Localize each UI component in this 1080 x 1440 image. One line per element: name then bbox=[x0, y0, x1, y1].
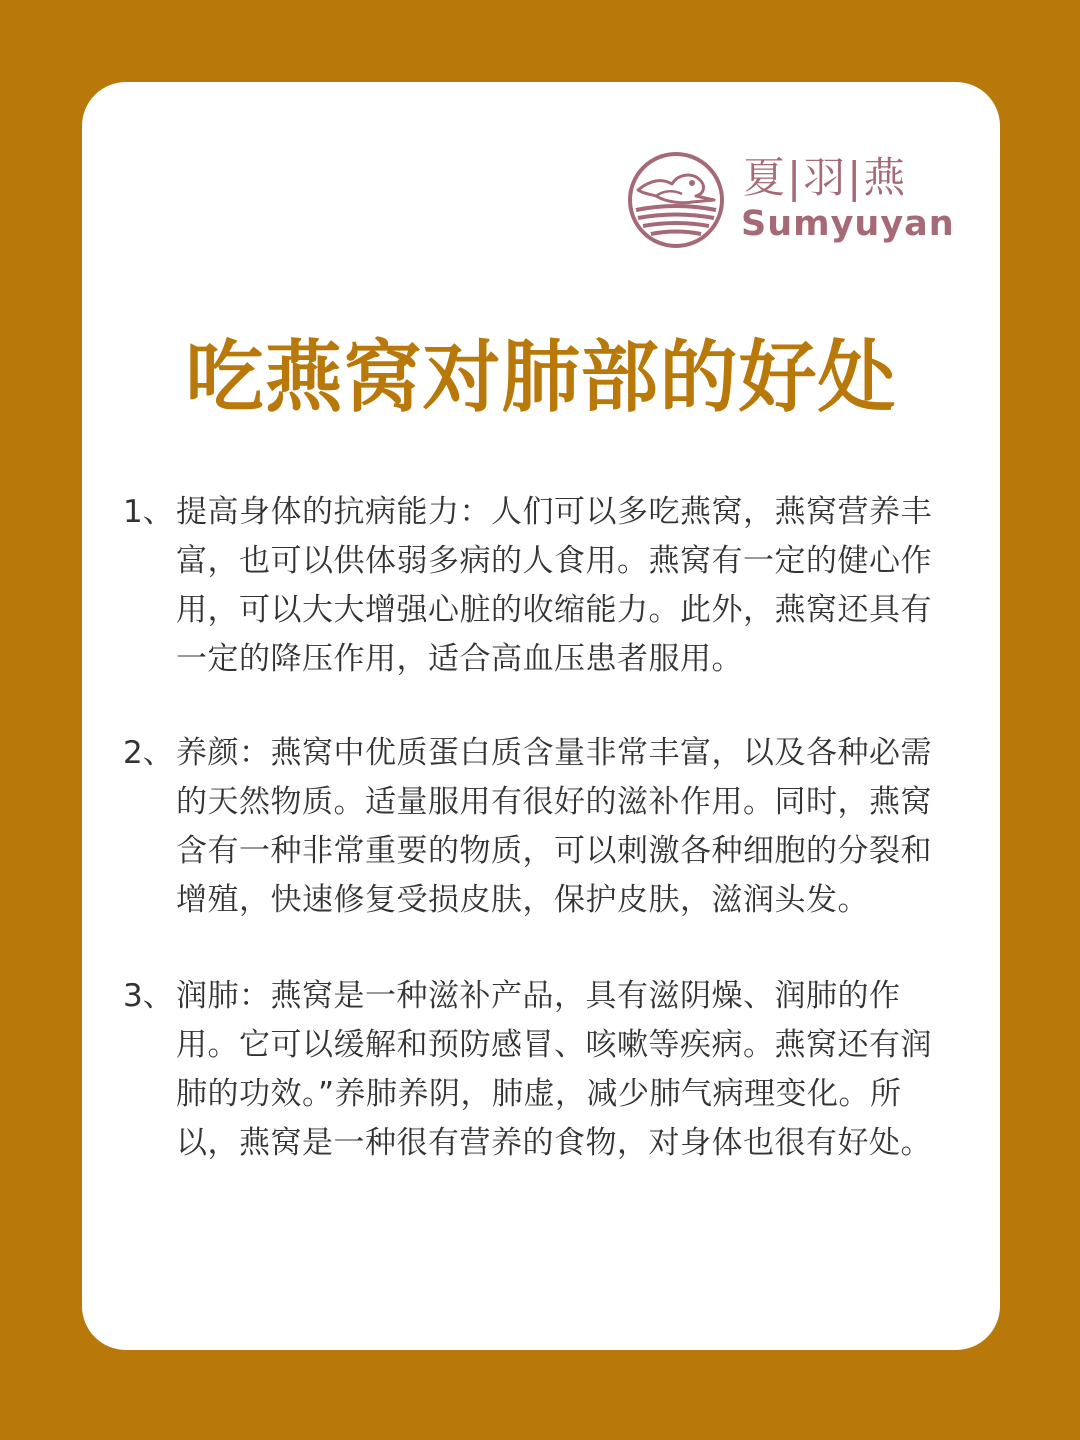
benefit-number: 2、 bbox=[123, 735, 174, 771]
brand-header bbox=[626, 150, 955, 250]
benefit-text: 润肺：燕窝是一种滋补产品，具有滋阴燥、润肺的作用。它可以缓解和预防感冒、咳嗽等疾病。燕窝还有润肺的功效。”养肺养阴，肺虚，减少肺气病理变化。所以，燕窝是一种很有营养的食物，对身体也很有好处。 bbox=[176, 978, 932, 1161]
brand-name: 夏|羽|燕 bbox=[743, 153, 908, 202]
benefit-number: 3、 bbox=[123, 978, 174, 1014]
page-title: 吃燕窝对肺部的好处 bbox=[185, 333, 897, 423]
content-card bbox=[82, 82, 1000, 1350]
benefit-number: 1、 bbox=[123, 494, 174, 530]
benefit-item-2 bbox=[123, 729, 953, 925]
benefit-text: 提高身体的抗病能力：人们可以多吃燕窝，燕窝营养丰富，也可以供体弱多病的人食用。燕窝有一定的健心作用，可以大大增强心脏的收缩能力。此外，燕窝还具有一定的降压作用，适合高血压患者服用。 bbox=[176, 494, 932, 677]
benefit-item-1 bbox=[123, 488, 953, 684]
brand-latin-name: Sumyuyan bbox=[741, 204, 955, 244]
swallow-in-circle-logo-icon bbox=[626, 150, 726, 250]
benefit-text: 养颜：燕窝中优质蛋白质含量非常丰富，以及各种必需的天然物质。适量服用有很好的滋补作用。同时，燕窝含有一种非常重要的物质，可以刺激各种细胞的分裂和增殖，快速修复受损皮肤，保护皮肤，滋润头发。 bbox=[176, 735, 932, 918]
benefit-item-3 bbox=[123, 972, 953, 1168]
